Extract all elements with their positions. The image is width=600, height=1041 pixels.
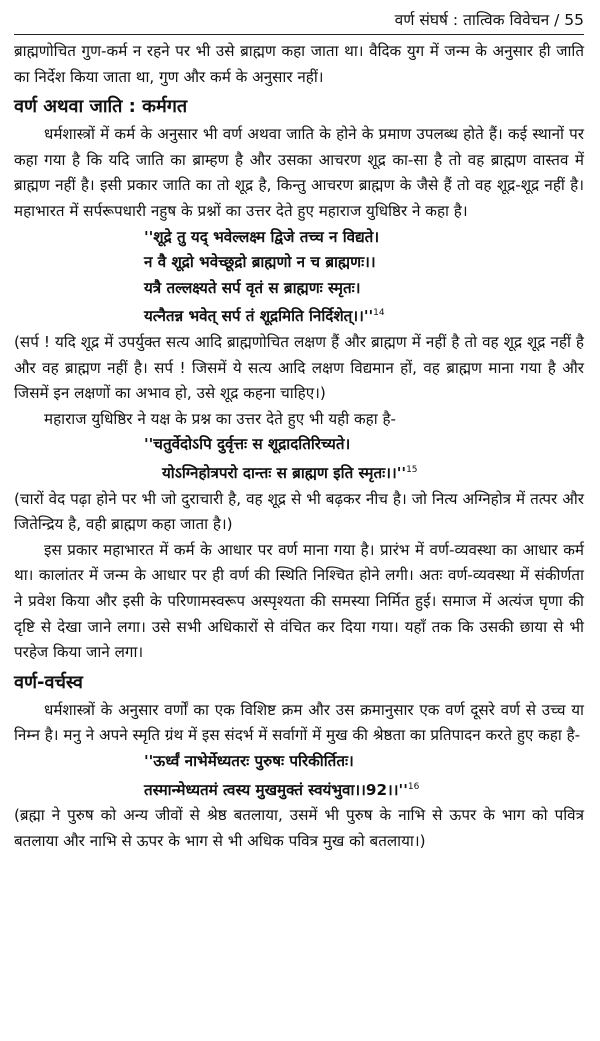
verse-line-last xyxy=(162,458,584,487)
running-title: वर्ण संघर्ष : तात्विक विवेचन / 55 xyxy=(394,11,584,29)
verse-line-text: तस्मान्मेध्यतमं त्वस्य मुखमुक्तं स्वयंभुवा।।92।।'' xyxy=(144,780,408,799)
verse-line: ''ऊर्ध्वं नाभेर्मेध्यतरः पुरुषः परिकीर्तितः। xyxy=(144,751,354,770)
paragraph-4: महाराज युधिष्ठिर ने यक्ष के प्रश्न का उत्तर देते हुए भी यही कहा है- xyxy=(44,409,397,428)
paragraph-3: (सर्प ! यदि शूद्र में उपर्युक्त सत्य आदि ब्राह्मणोचित लक्षण हैं और ब्राह्मण में नहीं है तो वह शूद्र शूद्र नहीं है और वह ब्राह्मण नहीं है। सर्प ! जिसमें ये सत्य आदि लक्षण विद्यमान हों, वह ब्राह्मण माना गया है और जिसमें इन लक्षणों का अभाव हो, उसे शूद्र कहना चाहिए।) xyxy=(14,333,584,403)
verse-line-text: योऽग्निहोत्रपरो दान्तः स ब्राह्मण इति स्मृतः।।'' xyxy=(162,464,407,483)
paragraph-8: (ब्रह्मा ने पुरुष को अन्य जीवों से श्रेष्ठ बतलाया, उसमें भी पुरुष के नाभि से ऊपर के भाग को पवित्र बतलाया और नाभि से ऊपर के भाग से भी अधिक पवित्र मुख को बतलाया।) xyxy=(14,806,584,850)
verse-block-yaksha-prashna xyxy=(14,432,584,486)
verse-line-text: यत्नैतन्न भवेत् सर्प तं शूद्रमिति निर्दिशेत्।।'' xyxy=(144,307,374,326)
footnote-ref-15: 15 xyxy=(406,464,418,475)
verse-line-last xyxy=(144,301,584,330)
section-heading-varna-jati: वर्ण अथवा जाति : कर्मगत xyxy=(14,96,188,118)
verse-line-last xyxy=(144,775,584,804)
paragraph-6: इस प्रकार महाभारत में कर्म के आधार पर वर्ण माना गया है। प्रारंभ में वर्ण-व्यवस्था का आधार कर्म था। कालांतर में जन्म के आधार पर ही वर्ण की स्थिति निश्चित होने लगी। अतः वर्ण-व्यवस्था में संकीर्णता ने प्रवेश किया और इसी के परिणामस्वरूप अस्पृश्यता की समस्या निर्मित हुई। समाज में अत्यंज घृणा की दृष्टि से देखा जाने लगा। उसे सभी अधिकारों से वंचित कर दिया गया। यहाँ तक कि उसकी छाया से भी परहेज किया जाने लगा। xyxy=(14,540,584,662)
verse-block-mahabharata-nahusha xyxy=(14,225,584,330)
verse-line: ''चतुर्वेदोऽपि दुर्वृत्तः स शूद्रादतिरिच्यते। xyxy=(144,435,351,454)
verse-line: यत्रै तल्लक्ष्यते सर्प वृतं स ब्राह्मणः स्मृतः। xyxy=(144,278,361,297)
header-rule xyxy=(14,34,584,35)
verse-line: ''शूद्रे तु यद् भवेल्लक्ष्म द्विजे तच्च न विद्यते। xyxy=(144,227,380,246)
footnote-ref-14: 14 xyxy=(373,308,385,319)
paragraph-7: धर्मशास्त्रों के अनुसार वर्णों का एक विशिष्ट क्रम और उस क्रमानुसार एक वर्ण दूसरे वर्ण से उच्च या निम्न है। मनु ने अपने स्मृति ग्रंथ में इस संदर्भ में सर्वागों में मुख की श्रेष्ठता का प्रतिपादन करते हुए कहा है- xyxy=(14,700,584,745)
running-header xyxy=(14,0,584,34)
paragraph-2: धर्मशास्त्रों में कर्म के अनुसार भी वर्ण अथवा जाति के होने के प्रमाण उपलब्ध होते हैं। कई स्थानों पर कहा गया है कि यदि जाति का ब्राम्हण है और उसका आचरण शूद्र का-सा है तो वह ब्राह्मण वास्तव में ब्राह्मण नहीं है। इसी प्रकार जाति का तो शूद्र है, किन्तु आचरण ब्राह्मण के जैसे हैं तो वह शूद्र-शूद्र नहीं है। महाभारत में सर्परूपधारी नहुष के प्रश्नों का उत्तर देते हुए महाराज युधिष्ठिर ने कहा है। xyxy=(14,125,584,220)
verse-line: न वै शूद्रो भवेच्छूद्रो ब्राह्मणो न च ब्राह्मणः।। xyxy=(144,253,376,272)
paragraph-1: ब्राह्मणोचित गुण-कर्म न रहने पर भी उसे ब्राह्मण कहा जाता था। वैदिक युग में जन्म के अनुसार ही जाति का निर्देश किया जाता था, गुण और कर्म के अनुसार नहीं। xyxy=(14,42,584,86)
section-heading-varna-varchasva: वर्ण-वर्चस्व xyxy=(14,671,83,693)
paragraph-5: (चारों वेद पढ़ा होने पर भी जो दुराचारी है, वह शूद्र से भी बढ़कर नीच है। जो नित्य अग्निहोत्र में तत्पर और जितेन्द्रिय है, वही ब्राह्मण कहा जाता है।) xyxy=(14,489,584,534)
verse-block-manusmriti xyxy=(14,749,584,803)
footnote-ref-16: 16 xyxy=(407,781,420,792)
